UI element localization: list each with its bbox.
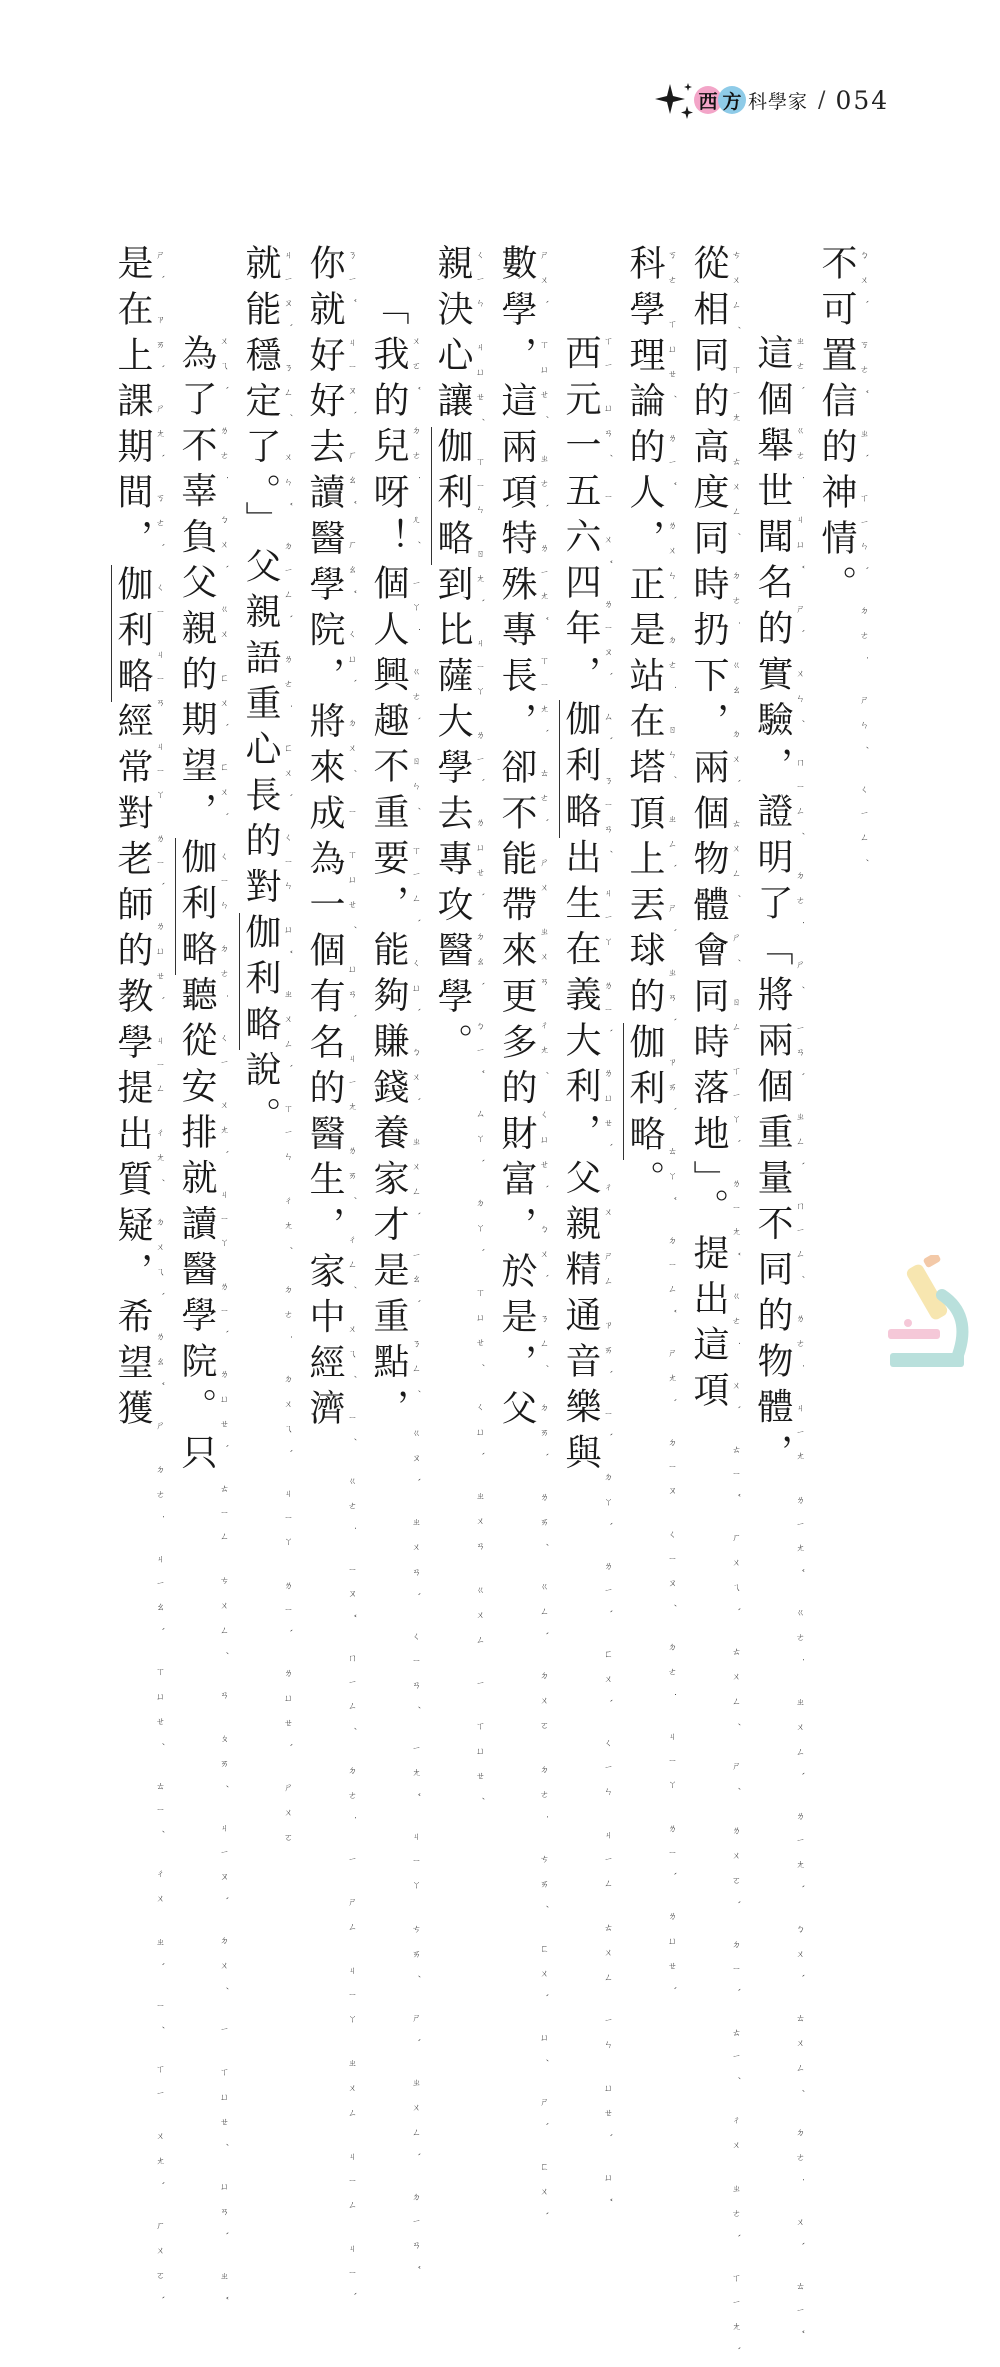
column-text: 親決心讓 [432,244,473,428]
text-column-5 [560,244,601,1480]
page-number: 054 [835,85,890,115]
text-column-10 [240,244,281,1143]
zhuyin-column-10: ㄐㄧㄡˋ ㄋㄥˊ ㄨㄣˇ ㄉㄧㄥˋ ㄌㄜ˙ ㄈㄨˋ ㄑㄧㄣ ㄩˇ ㄓㄨㄥˋ ㄒㄧㄣ ㄔㄤˊ ㄉㄜ˙ ㄉㄨㄟˋ ㄐㄧㄚ ㄌㄧˋ ㄌㄩㄝˋ ㄕㄨㄛ [282,250,292,1858]
text-column-12 [112,244,153,1435]
book-title [694,85,889,115]
zhuyin-column-12: ㄕˋ ㄗㄞˋ ㄕㄤˋ ㄎㄜˋ ㄑㄧ ㄐㄧㄢ ㄐㄧㄚ ㄌㄧˋ ㄌㄩㄝˋ ㄐㄧㄥ ㄔㄤˊ ㄉㄨㄟˋ ㄌㄠˇ ㄕ ㄉㄜ˙ ㄐㄧㄠˋ ㄒㄩㄝˊ ㄊㄧˊ ㄔㄨ ㄓˋ ㄧˊ ㄒㄧ ㄨㄤˋ ㄏㄨㄛˋ [154,250,164,2317]
zhuyin-column-1: ㄅㄨˋ ㄎㄜˇ ㄓˋ ㄒㄧㄣˋ ㄉㄜ˙ ㄕㄣˊ ㄑㄧㄥˊ [858,250,868,879]
text-column-9 [304,244,345,1435]
column-text-tail: 到比薩大學去專攻醫學。 [432,564,473,1069]
column-text: 西元一五六四年， [560,334,601,701]
person-name-galileo: 伽利略 [240,913,281,1051]
person-name-galileo: 伽利略 [624,1022,665,1161]
text-column-7 [432,244,473,1069]
microscope-icon [880,1255,980,1375]
text-column-11 [176,244,217,1480]
zhuyin-column-6: ㄕㄨˋ ㄒㄩㄝˊ ㄓㄜˋ ㄌㄧㄤˇ ㄒㄧㄤˋ ㄊㄜˋ ㄕㄨ ㄓㄨㄢ ㄔㄤˊ ㄑㄩㄝˋ ㄅㄨˋ ㄋㄥˊ ㄉㄞˋ ㄌㄞˊ ㄍㄥˋ ㄉㄨㄛ ㄉㄜ˙ ㄘㄞˊ ㄈㄨˋ ㄩˊ ㄕˋ ㄈㄨˋ [538,250,548,2232]
person-name-galileo: 伽利略 [176,837,217,976]
column-text-tail: 經常對老師的教學提出質疑，希望獲 [112,702,153,1435]
zhuyin-column-5: ㄒㄧ ㄩㄢˊ ㄧ ㄨˇ ㄌㄧㄡˋ ㄙˋ ㄋㄧㄢˊ ㄐㄧㄚ ㄌㄧˋ ㄌㄩㄝˋ ㄔㄨ ㄕㄥ ㄗㄞˋ ㄧˋ ㄉㄚˋ ㄌㄧˋ ㄈㄨˋ ㄑㄧㄣ ㄐㄧㄥ ㄊㄨㄥ ㄧㄣ ㄩㄝˋ ㄩˇ [602,336,612,2219]
column-text: 是在上課期間， [112,244,153,565]
column-text-tail: 聽從安排就讀醫學院。只 [176,975,217,1480]
text-column-6 [496,244,537,1435]
title-char-2: 方 [718,86,746,114]
zhuyin-column-11: ㄨㄟˋ ㄌㄜ˙ ㄅㄨˋ ㄍㄨ ㄈㄨˋ ㄈㄨˋ ㄑㄧㄣ ㄉㄜ˙ ㄑㄧ ㄨㄤˋ ㄐㄧㄚ ㄌㄧˋ ㄌㄩㄝˋ ㄊㄧㄥ ㄘㄨㄥˊ ㄢ ㄆㄞˊ ㄐㄧㄡˋ ㄉㄨˊ ㄧ ㄒㄩㄝˊ ㄩㄢˋ ㄓˇ [218,336,228,2317]
column-text: 為了不辜負父親的期望， [176,334,217,838]
column-text-tail: 。 [624,1160,665,1206]
text-column-8 [368,244,409,1434]
zhuyin-column-3: ㄘㄨㄥˊ ㄒㄧㄤ ㄊㄨㄥˊ ㄉㄜ˙ ㄍㄠ ㄉㄨˋ ㄊㄨㄥˊ ㄕˊ ㄖㄥ ㄒㄧㄚˋ ㄌㄧㄤˇ ㄍㄜ˙ ㄨˋ ㄊㄧˇ ㄏㄨㄟˋ ㄊㄨㄥˊ ㄕˊ ㄌㄨㄛˋ ㄉㄧˋ ㄊㄧˊ ㄔㄨ ㄓㄜˋ ㄒㄧㄤˋ [730,250,740,2367]
column-text-tail: 出生在義大利，父親精通音樂與 [560,837,601,1480]
column-text: 數學，這兩項特殊專長，卻不能帶來更多的財富，於是，父 [496,244,537,1435]
text-column-2 [752,244,793,1479]
running-header [652,78,902,122]
column-text-tail: 說。 [240,1050,281,1143]
zhuyin-column-9: ㄋㄧˇ ㄐㄧㄡˋ ㄏㄠˇ ㄏㄠˇ ㄑㄩˋ ㄉㄨˊ ㄧ ㄒㄩㄝˊ ㄩㄢˋ ㄐㄧㄤ ㄌㄞˊ ㄔㄥˊ ㄨㄟˊ ㄧˊ ㄍㄜ˙ ㄧㄡˇ ㄇㄧㄥˊ ㄉㄜ˙ ㄧ ㄕㄥ ㄐㄧㄚ ㄓㄨㄥ ㄐㄧㄥ ㄐㄧˋ [346,250,356,2313]
column-text: 就能穩定了。」父親語重心長的對 [240,244,281,913]
person-name-galileo: 伽利略 [432,427,473,565]
zhuyin-column-8: ㄨㄛˇ ㄉㄜ˙ ㄦˊ ㄧㄚ˙ ㄍㄜˋ ㄖㄣˊ ㄒㄧㄥˋ ㄑㄩˋ ㄅㄨˋ ㄓㄨㄥˋ ㄧㄠˋ ㄋㄥˊ ㄍㄡˋ ㄓㄨㄢˋ ㄑㄧㄢˊ ㄧㄤˇ ㄐㄧㄚ ㄘㄞˊ ㄕˋ ㄓㄨㄥˋ ㄉㄧㄢˇ [410,336,420,2286]
column-text: 你就好好去讀醫學院，將來成為一個有名的醫生，家中經濟 [304,244,345,1435]
column-text: 這個舉世聞名的實驗，證明了「將兩個重量不同的物體， [752,334,793,1479]
person-name-galileo: 伽利略 [560,700,601,838]
zhuyin-column-7: ㄑㄧㄣ ㄐㄩㄝˊ ㄒㄧㄣ ㄖㄤˋ ㄐㄧㄚ ㄌㄧˋ ㄌㄩㄝˋ ㄉㄠˋ ㄅㄧˇ ㄙㄚˋ ㄉㄚˋ ㄒㄩㄝˊ ㄑㄩˋ ㄓㄨㄢ ㄍㄨㄥ ㄧ ㄒㄩㄝˊ [474,250,484,1817]
title-rest: 科學家 [748,90,809,113]
column-text: 不可置信的神情。 [816,244,857,611]
text-column-4 [624,244,665,1206]
zhuyin-column-2: ㄓㄜˋ ㄍㄜ˙ ㄐㄩˇ ㄕˋ ㄨㄣˊ ㄇㄧㄥˊ ㄉㄜ˙ ㄕˊ ㄧㄢˋ ㄓㄥˋ ㄇㄧㄥˊ ㄌㄜ˙ ㄐㄧㄤ ㄌㄧㄤˇ ㄍㄜ˙ ㄓㄨㄥˋ ㄌㄧㄤˋ ㄅㄨˋ ㄊㄨㄥˊ ㄉㄜ˙ ㄨˋ ㄊㄧˇ [794,336,804,2350]
column-text: 從相同的高度同時扔下，兩個物體會同時落地」。提出這項 [688,244,729,1417]
text-column-1 [816,244,857,611]
title-char-1: 西 [694,86,722,114]
header-separator: / [818,87,826,113]
column-text: 科學理論的人，正是站在塔頂上丟球的 [624,244,665,1023]
column-text: 「我的兒呀！個人興趣不重要，能夠賺錢養家才是重點， [368,289,409,1434]
sparkle-icon [652,78,696,122]
zhuyin-column-4: ㄎㄜ ㄒㄩㄝˊ ㄌㄧˇ ㄌㄨㄣˋ ㄉㄜ˙ ㄖㄣˊ ㄓㄥˋ ㄕˋ ㄓㄢˋ ㄗㄞˋ ㄊㄚˇ ㄉㄧㄥˇ ㄕㄤˋ ㄉㄧㄡ ㄑㄧㄡˊ ㄉㄜ˙ ㄐㄧㄚ ㄌㄧˋ ㄌㄩㄝˋ [666,250,676,2007]
person-name-galileo: 伽利略 [112,564,153,703]
text-column-3 [688,244,729,1417]
